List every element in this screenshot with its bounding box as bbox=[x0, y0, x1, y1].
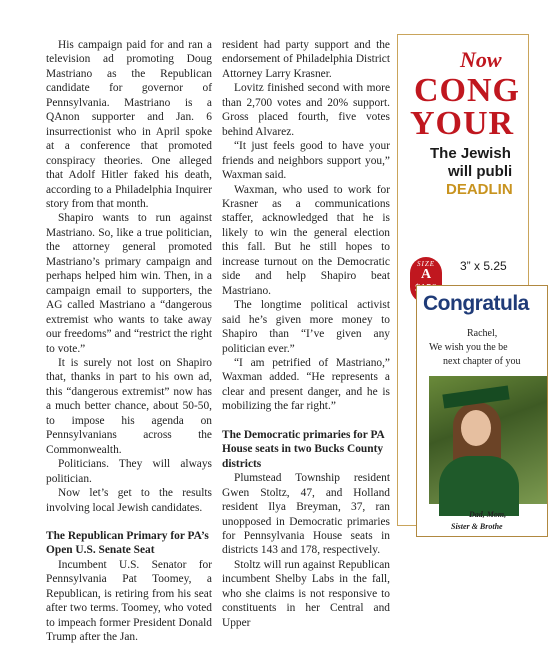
paragraph: Politicians. They will always politician. bbox=[46, 458, 212, 485]
ad-publish-line: will publi bbox=[448, 163, 513, 180]
ad-dimensions: 3” x 5.25 bbox=[460, 259, 507, 273]
graduation-ad bbox=[397, 34, 529, 531]
paragraph: “It just feels good to have your friends and neighbors support you,” Waxman said. bbox=[222, 140, 390, 182]
paragraph: resident had party support and the endorsement of Philadelphia District Attorney Larry Krasner. bbox=[222, 39, 390, 80]
ad-card-wish-line-2: next chapter of you bbox=[443, 356, 521, 367]
ad-deadline: DEADLIN bbox=[446, 181, 513, 198]
paragraph: Stoltz will run against Republican incumbent Shelby Labs in the fall, who she claims is not responsive to constituents in her Central and Upper bbox=[222, 558, 390, 629]
ad-now-text: Now bbox=[460, 47, 502, 72]
ad-sample-card bbox=[416, 285, 548, 537]
ad-card-name: Rachel, bbox=[467, 328, 498, 339]
section-heading: The Democratic primaries for PA House seats in two Bucks County districts bbox=[222, 428, 385, 470]
paragraph: Incumbent U.S. Senator for Pennsylvania Pat Toomey, a Republican, is retiring from his seat after two terms. Toomey, who voted to impeach former President Donald Trump after the Jan. bbox=[46, 558, 212, 644]
article-column-middle bbox=[222, 38, 390, 630]
paragraph: His campaign paid for and ran a television ad promoting Doug Mastriano as the Republican candidate for governor of Pennsylvania. Mastriano is a QAnon supporter and Jan. 6 insurrectionist who in April spoke at a conference that promoted conspiracy theories. One alleged that Adolf Hitler faked his death, according to a Philadelphia Inquirer story from that month. bbox=[46, 39, 212, 210]
graduate-photo bbox=[429, 376, 547, 504]
ad-publisher-line: The Jewish bbox=[430, 145, 511, 162]
ad-size-letter: A bbox=[420, 267, 432, 282]
ad-headline-1: CONG bbox=[414, 72, 520, 109]
photo-gown bbox=[439, 456, 519, 516]
photo-face bbox=[461, 410, 491, 446]
paragraph: Waxman, who used to work for Krasner as a communications staffer, acknowledged that he is likely to win the general election this fall. But he still hopes to increase turnout on the Democratic side and help Shapiro beat Mastriano. bbox=[222, 183, 390, 297]
ad-card-signature-1: Dad, Mom, bbox=[469, 510, 507, 519]
ad-card-title: Congratula bbox=[423, 292, 529, 315]
paragraph: Plumstead Township resident Gwen Stoltz, 47, and Holland resident Ilya Breyman, 37, ran unopposed in Democratic primaries for Pennsylvania House seats in districts 143 and 178, respectively. bbox=[222, 472, 390, 557]
paragraph: It is surely not lost on Shapiro that, thanks in part to his own ad, this “dangerous extremist” now has a much better chance, about 50-50, to impose his agenda on Pennsylvanians across the Commonwealth. bbox=[46, 356, 212, 456]
paragraph: Now let’s get to the results involving local Jewish candidates. bbox=[46, 487, 212, 514]
ad-size-word: SIZE bbox=[417, 260, 435, 268]
ad-card-signature-2: Sister & Brothe bbox=[451, 522, 503, 531]
section-heading: The Republican Primary for PA’s Open U.S. Senate Seat bbox=[46, 529, 209, 557]
paragraph: “I am petrified of Mastriano,” Waxman added. “He represents a clear and present danger, and he is mobilizing the far right.” bbox=[222, 356, 390, 413]
paragraph: Shapiro wants to run against Mastriano. So, like a true politician, the attorney general promoted Mastriano’s primary campaign and perhaps helped him win. Then, in a campaign email to supporters, the AG called Mastriano a “dangerous extremist who wants to take away our freedoms” and “restrict the right to vote.” bbox=[46, 212, 212, 355]
article-column-left bbox=[46, 38, 212, 645]
paragraph: Lovitz finished second with more than 2,700 votes and 20% support. Gross placed fourth, five votes behind Alvarez. bbox=[222, 82, 390, 138]
ad-headline-2: YOUR bbox=[410, 105, 515, 142]
ad-card-wish-line-1: We wish you the be bbox=[429, 342, 508, 353]
paragraph: The longtime political activist said he’s given more money to Shapiro than “I’ve given any politician ever.” bbox=[222, 299, 390, 355]
